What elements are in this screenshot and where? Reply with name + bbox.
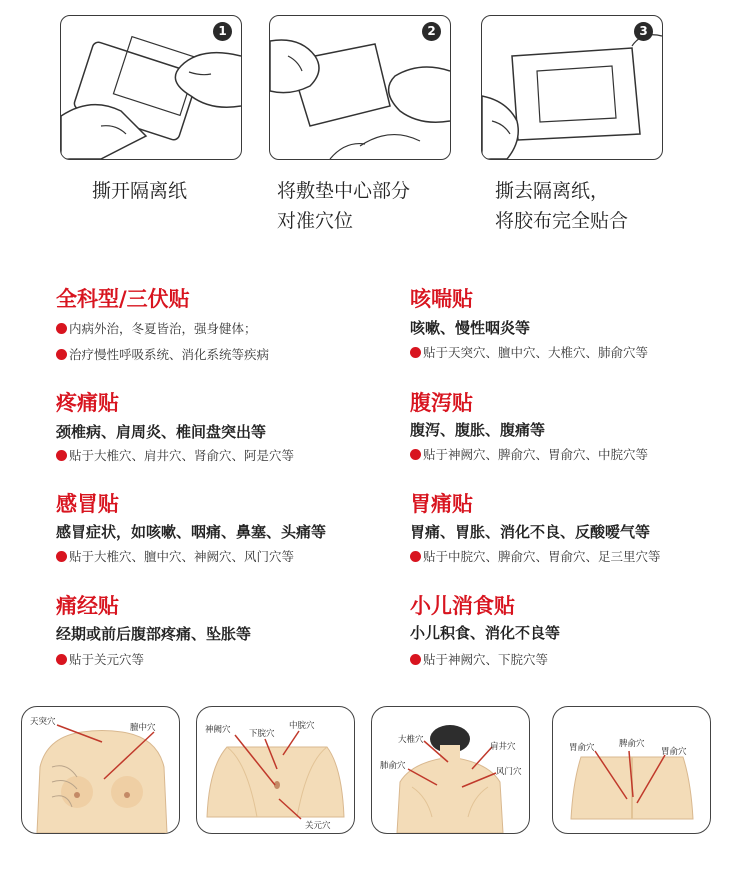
acupoint-label: 肺俞穴 xyxy=(380,761,406,771)
step-caption-3 xyxy=(495,176,628,236)
section-subtitle: 小儿积食、消化不良等 xyxy=(410,624,561,642)
caption-line: 对准穴位 xyxy=(277,210,354,232)
step-illustration-press xyxy=(482,16,662,159)
step-card-1 xyxy=(60,15,242,160)
acupoint-label: 胃俞穴 xyxy=(661,747,687,757)
section-line: 贴于关元穴等 xyxy=(56,650,144,668)
step-number-badge: 2 xyxy=(422,22,441,41)
acupoint-label: 天突穴 xyxy=(30,717,56,727)
acupoint-label: 大椎穴 xyxy=(398,735,424,745)
acupoint-card-lower-back xyxy=(552,706,711,834)
section-subtitle: 腹泻、腹胀、腹痛等 xyxy=(410,421,546,439)
bullet-dot-icon xyxy=(410,654,421,665)
section-subtitle: 颈椎病、肩周炎、椎间盘突出等 xyxy=(56,423,267,441)
step-caption-2 xyxy=(277,176,410,236)
section-subtitle: 经期或前后腹部疼痛、坠胀等 xyxy=(56,625,252,643)
acupoint-label: 中脘穴 xyxy=(289,721,315,731)
bullet-dot-icon xyxy=(410,551,421,562)
bullet-dot-icon xyxy=(56,349,67,360)
lower-back-illustration xyxy=(553,707,710,833)
step-number-badge: 1 xyxy=(213,22,232,41)
section-title-pain: 疼痛贴 xyxy=(56,391,119,415)
acupoint-label: 关元穴 xyxy=(305,821,331,831)
section-title-cough: 咳喘贴 xyxy=(410,287,473,311)
caption-line: 撕去隔离纸， xyxy=(495,180,610,202)
section-line: 贴于大椎穴、膻中穴、神阙穴、风门穴等 xyxy=(56,547,294,565)
acupoint-card-abdomen xyxy=(196,706,355,834)
step-number-badge: 3 xyxy=(634,22,653,41)
acupoint-label: 风门穴 xyxy=(496,767,522,777)
bullet-dot-icon xyxy=(410,449,421,460)
section-line: 治疗慢性呼吸系统、消化系统等疾病 xyxy=(56,345,269,363)
acupoint-label: 神阙穴 xyxy=(205,725,231,735)
section-subtitle: 咳嗽、慢性咽炎等 xyxy=(410,319,531,337)
acupoint-label: 脾俞穴 xyxy=(619,739,645,749)
section-title-child-digestion: 小儿消食贴 xyxy=(410,594,515,618)
bullet-dot-icon xyxy=(56,654,67,665)
section-title-cold: 感冒贴 xyxy=(56,492,119,516)
step-caption-1 xyxy=(92,176,187,206)
bullet-dot-icon xyxy=(56,323,67,334)
section-line: 贴于大椎穴、肩井穴、肾俞穴、阿是穴等 xyxy=(56,446,294,464)
acupoint-label: 胃俞穴 xyxy=(569,743,595,753)
section-line: 贴于天突穴、膻中穴、大椎穴、肺俞穴等 xyxy=(410,343,648,361)
section-line: 内病外治，冬夏皆治，强身健体； xyxy=(56,319,257,337)
section-line: 贴于神阙穴、脾俞穴、胃俞穴、中脘穴等 xyxy=(410,445,648,463)
caption-line: 将胶布完全贴合 xyxy=(495,210,629,232)
step-card-3 xyxy=(481,15,663,160)
section-line: 贴于神阙穴、下脘穴等 xyxy=(410,650,548,668)
section-line: 贴于中脘穴、脾俞穴、胃俞穴、足三里穴等 xyxy=(410,547,661,565)
section-subtitle: 感冒症状，如咳嗽、咽痛、鼻塞、头痛等 xyxy=(56,523,327,541)
bullet-dot-icon xyxy=(56,450,67,461)
bullet-dot-icon xyxy=(56,551,67,562)
acupoint-card-upper-back xyxy=(371,706,530,834)
acupoint-label: 肩井穴 xyxy=(490,742,516,752)
step-card-2 xyxy=(269,15,451,160)
caption-line: 撕开隔离纸 xyxy=(92,180,188,202)
section-title-diarrhea: 腹泻贴 xyxy=(410,391,473,415)
section-title-general: 全科型/三伏贴 xyxy=(56,287,190,311)
bullet-dot-icon xyxy=(410,347,421,358)
acupoint-label: 膻中穴 xyxy=(130,723,156,733)
section-title-stomach: 胃痛贴 xyxy=(410,492,473,516)
section-subtitle: 胃痛、胃胀、消化不良、反酸嗳气等 xyxy=(410,523,651,541)
step-illustration-peel xyxy=(61,16,241,159)
acupoint-label: 下脘穴 xyxy=(249,729,275,739)
acupoint-card-chest xyxy=(21,706,180,834)
step-illustration-place xyxy=(270,16,450,159)
section-title-menstrual: 痛经贴 xyxy=(56,594,119,618)
caption-line: 将敷垫中心部分 xyxy=(277,180,411,202)
